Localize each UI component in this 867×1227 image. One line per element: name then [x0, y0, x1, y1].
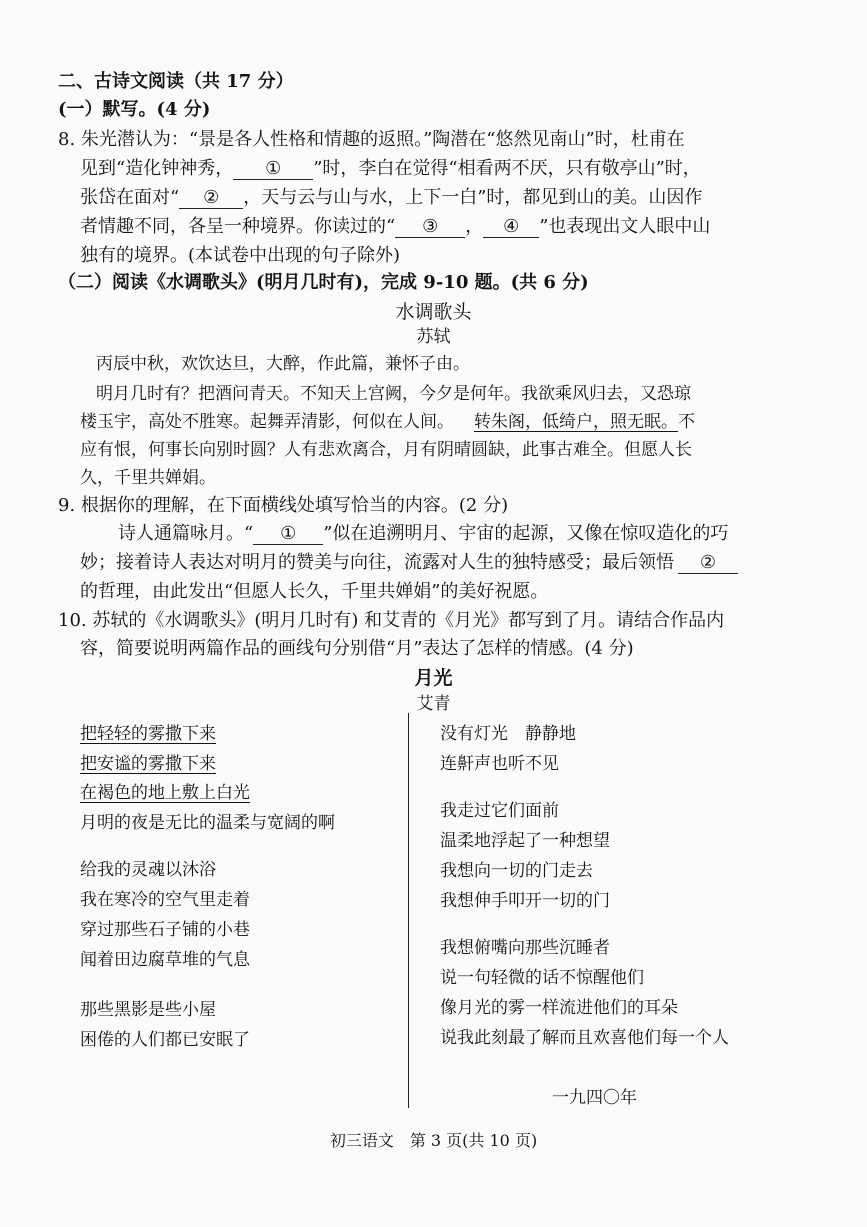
poem2-right-line: 像月光的雾一样流进他们的耳朵 — [440, 998, 678, 1018]
q8-line-5: 独有的境界。(本试卷中出现的句子除外) — [80, 245, 401, 266]
poem2-right-line: 我想向一切的门走去 — [440, 861, 593, 881]
poem2-left-line: 把安谧的雾撒下来 — [80, 754, 216, 774]
q8-line-4: 者情趣不同，各呈一种境界。你读过的“ ③ ， ④ ”也表现出文人眼中山 — [80, 216, 711, 237]
poem2-right-line: 没有灯光 静静地 — [440, 724, 576, 744]
poem1-line-3: 应有恨，何事长向别时圆？人有悲欢离合，月有阴晴圆缺，此事古难全。但愿人长 — [80, 440, 692, 460]
poem2-right-line: 说一句轻微的话不惊醒他们 — [440, 968, 644, 988]
poem2-date: 一九四〇年 — [552, 1088, 637, 1108]
poem1-preface: 丙辰中秋，欢饮达旦，大醉，作此篇，兼怀子由。 — [96, 354, 470, 374]
poem2-left-line: 把轻轻的雾撒下来 — [80, 724, 216, 744]
poem2-author: 艾青 — [416, 694, 451, 714]
q8-line-2: 见到“造化钟神秀， ① ”时，李白在觉得“相看两不厌，只有敬亭山”时， — [80, 158, 701, 179]
q8-blank-1[interactable]: ① — [233, 159, 313, 180]
poem1-underlined-sentence: 转朱阁，低绮户，照无眠。 — [474, 412, 678, 432]
q9-line-1: 9. 根据你的理解，在下面横线处填写恰当的内容。(2 分) — [58, 495, 509, 516]
poem2-right-line: 我想伸手叩开一切的门 — [440, 891, 610, 911]
q8-blank-4[interactable]: ④ — [483, 217, 539, 238]
part-one-heading: (一）默写。(4 分) — [58, 99, 211, 120]
poem2-right-line: 说我此刻最了解而且欢喜他们每一个人 — [440, 1028, 729, 1048]
poem2-left-line: 给我的灵魂以沐浴 — [80, 860, 216, 880]
poem1-line-4: 久，千里共婵娟。 — [80, 468, 216, 488]
q9-blank-2[interactable]: ② — [678, 553, 738, 574]
q8-line-3: 张岱在面对“ ② ，天与云与山与水，上下一白”时，都见到山的美。山因作 — [80, 187, 703, 208]
poem1-line-2: 楼玉宇，高处不胜寒。起舞弄清影，何似在人间。 转朱阁，低绮户，照无眠。不 — [80, 412, 695, 432]
q9-line-4: 的哲理，由此发出“但愿人长久，千里共婵娟”的美好祝愿。 — [80, 581, 549, 602]
q9-blank-1[interactable]: ① — [253, 524, 323, 545]
poem1-title: 水调歌头 — [395, 301, 472, 323]
poem1-author: 苏轼 — [416, 327, 451, 347]
poem2-left-line: 那些黑影是些小屋 — [80, 1000, 216, 1020]
poem2-right-line: 我想俯嘴向那些沉睡者 — [440, 938, 610, 958]
q8-blank-2[interactable]: ② — [179, 188, 243, 209]
part-two-heading: （二）阅读《水调歌头》(明月几时有)，完成 9-10 题。(共 6 分) — [58, 272, 589, 293]
q8-line-1: 8. 朱光潜认为：“景是各人性格和情趣的返照。”陶潜在“悠然见南山”时，杜甫在 — [58, 129, 685, 150]
page-footer: 初三语文 第 3 页(共 10 页) — [329, 1131, 538, 1150]
q10-line-2: 容，简要说明两篇作品的画线句分别借“月”表达了怎样的情感。(4 分) — [80, 638, 634, 659]
poem2-left-line: 月明的夜是无比的温柔与宽阔的啊 — [80, 813, 335, 833]
section-title: 二、古诗文阅读（共 17 分） — [58, 71, 294, 92]
q9-line-3: 妙；接着诗人表达对明月的赞美与向往，流露对人生的独特感受；最后领悟 ② — [80, 551, 738, 575]
poem2-right-line: 我走过它们面前 — [440, 801, 559, 821]
poem2-right-line: 连鼾声也听不见 — [440, 754, 559, 774]
poem2-right-line: 温柔地浮起了一种想望 — [440, 831, 610, 851]
poem2-title: 月光 — [414, 667, 453, 689]
poem1-line-1: 明月几时有？把酒问青天。不知天上宫阙，今夕是何年。我欲乘风归去，又恐琼 — [96, 384, 691, 404]
q9-line-2: 诗人通篇咏月。“ ① ”似在追溯明月、宇宙的起源，又像在惊叹造化的巧 — [118, 523, 729, 544]
poem2-left-line: 闻着田边腐草堆的气息 — [80, 950, 250, 970]
poem2-left-line: 在褐色的地上敷上白光 — [80, 783, 250, 803]
poem2-left-line: 困倦的人们都已安眠了 — [80, 1030, 250, 1050]
poem2-left-line: 我在寒冷的空气里走着 — [80, 890, 250, 910]
q10-line-1: 10. 苏轼的《水调歌头》(明月几时有) 和艾青的《月光》都写到了月。请结合作品内 — [58, 610, 725, 631]
column-divider — [408, 713, 409, 1108]
poem2-left-line: 穿过那些石子铺的小巷 — [80, 920, 250, 940]
q8-blank-3[interactable]: ③ — [395, 217, 465, 238]
